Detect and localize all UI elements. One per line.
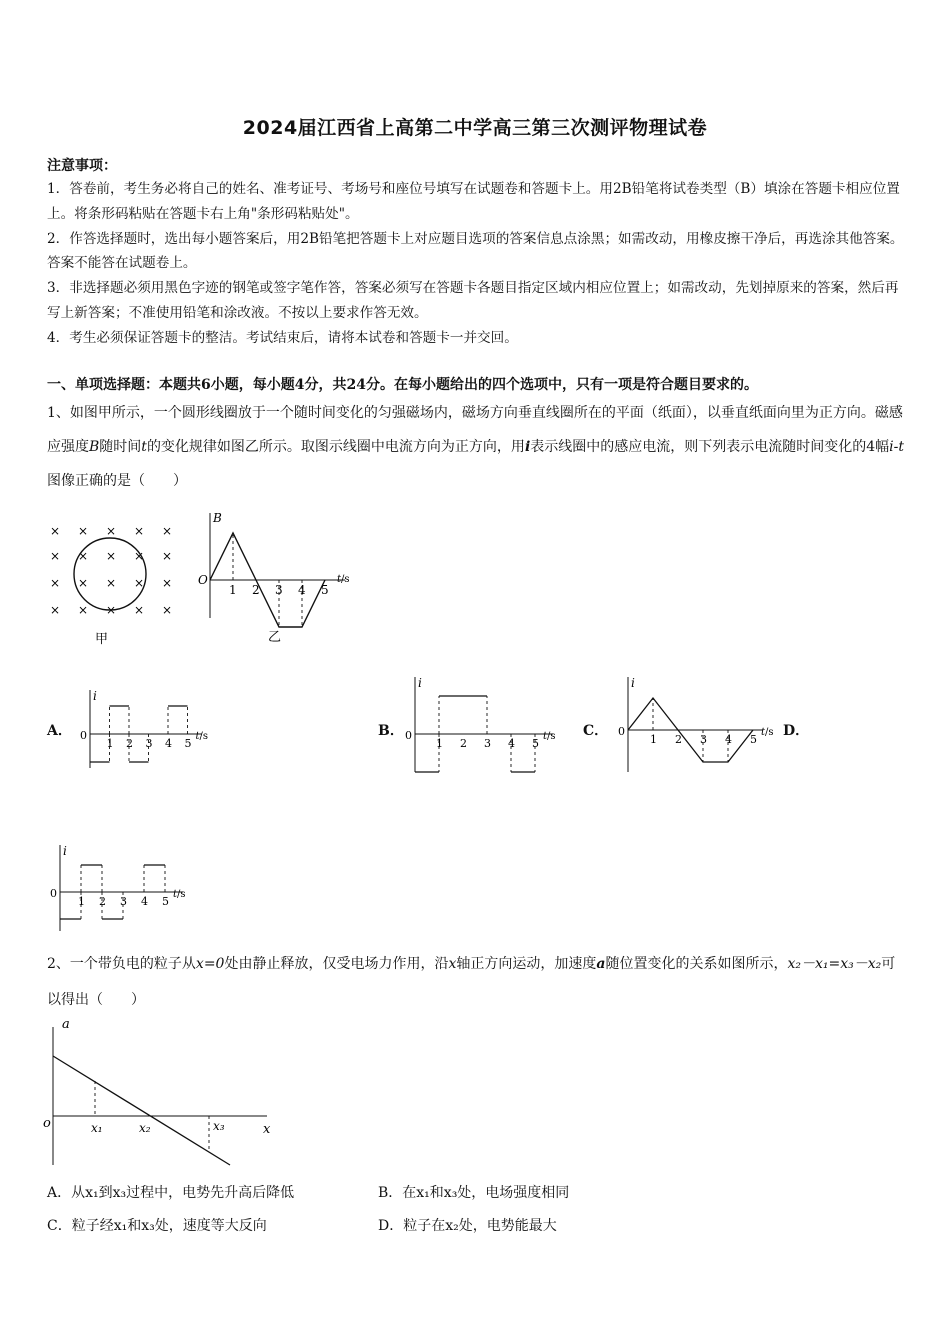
notice-item: 2．作答选择题时，选出每小题答案后，用2B铅笔把答题卡上对应题目选项的答案信息点涂黑；如需改动，用橡皮擦干净后，再选涂其他答案。答案不能答在试题卷上。 (47, 230, 904, 272)
option-d-label[interactable]: D． (783, 723, 810, 739)
tick-label: 2 (675, 733, 682, 746)
tick-label: 3 (700, 733, 707, 746)
axis-label-i: i (63, 844, 67, 858)
notice-heading: 注意事项： (47, 158, 117, 174)
tick-label: 1 (650, 733, 657, 746)
option-b-label[interactable]: B． (378, 723, 404, 739)
axis-label-t: t/s (173, 889, 186, 900)
option-c-label[interactable]: C． (583, 723, 609, 739)
field-cross-mark: × (106, 603, 117, 617)
field-cross-mark: × (78, 524, 89, 538)
figure-yi-b-t-graph (195, 510, 355, 645)
tick-label: 4 (141, 895, 148, 908)
field-cross-mark: × (50, 576, 61, 590)
axis-label-a: a (62, 1017, 70, 1032)
field-cross-mark: × (78, 549, 89, 563)
field-cross-mark: × (78, 576, 89, 590)
axis-label-t: t/s (543, 731, 556, 742)
option-a-label[interactable]: A． (47, 723, 72, 739)
figure-jia-caption: 甲 (95, 632, 109, 647)
q2-option-b[interactable]: B．在x₁和x₃处，电场强度相同 (378, 1185, 570, 1201)
option-c-graph[interactable] (613, 675, 778, 775)
notice-item: 3．非选择题必须用黑色字迹的钢笔或签字笔作答，答案必须写在答题卡各题目指定区域内相应位置上；如需改动，先划掉原来的答案，然后再写上新答案；不准使用铅笔和涂改液。不按以上要求作答无效。 (47, 280, 899, 321)
field-cross-mark: × (106, 549, 117, 563)
field-cross-mark: × (162, 576, 173, 590)
origin-label: o (43, 1116, 51, 1131)
option-b-graph[interactable] (403, 675, 568, 775)
axis-label-B: B (213, 511, 222, 525)
tick-labels (229, 583, 329, 597)
tick-label: 1 (229, 583, 237, 597)
tick-label: 1 (106, 737, 114, 750)
axis-label-i: i (418, 676, 422, 690)
q2-option-c[interactable]: C．粒子经x₁和x₃处，速度等大反向 (47, 1218, 267, 1234)
field-cross-mark: × (134, 524, 145, 538)
tick-label: 4 (508, 737, 515, 750)
tick-label: 5 (162, 895, 169, 908)
figure-a-x-graph (35, 1015, 285, 1170)
question-2-stem: 2、一个带负电的粒子从x=0处由静止释放，仅受电场力作用，沿x轴正方向运动，加速度a随位置变化的关系如图所示，x₂－x₁=x₃－x₂可以得出（ ） (47, 956, 896, 1008)
figure-jia-magnetic-field (40, 515, 180, 645)
field-cross-mark: × (78, 603, 89, 617)
origin-label: 0 (80, 729, 87, 742)
q2-option-a[interactable]: A．从x₁到x₃过程中，电势先升高后降低 (47, 1185, 295, 1201)
origin-label: 0 (405, 729, 412, 742)
axis-label-t: t/s (337, 574, 350, 585)
figure-yi-caption: 乙 (268, 630, 282, 645)
axis-label-x: x (263, 1122, 271, 1137)
tick-label: 3 (275, 583, 283, 597)
field-cross-mark: × (134, 549, 145, 563)
axis-label-i: i (93, 689, 97, 703)
q2-option-d[interactable]: D．粒子在x₂处，电势能最大 (378, 1218, 557, 1234)
field-cross-mark: × (134, 603, 145, 617)
field-cross-mark: × (106, 576, 117, 590)
tick-label: 1 (436, 737, 443, 750)
tick-label: 5 (750, 733, 757, 746)
tick-label: 2 (99, 895, 106, 908)
tick-label: 2 (126, 737, 133, 750)
field-cross-mark: × (50, 603, 61, 617)
field-cross-mark: × (162, 549, 173, 563)
label-x2: x₂ (139, 1121, 151, 1135)
field-cross-mark: × (134, 576, 145, 590)
option-a-graph[interactable] (80, 688, 210, 773)
tick-label: 5 (532, 737, 539, 750)
option-d-graph[interactable] (48, 843, 198, 935)
origin-label: 0 (618, 725, 625, 738)
axis-label-t: t/s (761, 727, 774, 738)
field-cross-mark: × (162, 603, 173, 617)
section-heading: 一、单项选择题：本题共6小题，每小题4分，共24分。在每小题给出的四个选项中，只有一项是符合题目要求的。 (47, 377, 758, 393)
tick-label: 5 (184, 737, 192, 750)
axis-label-t: t/s (195, 731, 209, 742)
label-x3: x₃ (213, 1119, 225, 1133)
tick-label: 1 (78, 895, 85, 908)
notice-item: 1．答卷前，考生务必将自己的姓名、准考证号、考场号和座位号填写在试题卷和答题卡上。用2B铅笔将试卷类型（B）填涂在答题卡相应位置上。将条形码粘贴在答题卡右上角"条形码粘贴处"。 (47, 181, 900, 222)
tick-label: 3 (484, 737, 491, 750)
tick-label: 4 (165, 737, 172, 750)
tick-label: 4 (725, 733, 732, 746)
field-cross-mark: × (50, 549, 61, 563)
tick-label: 4 (298, 583, 306, 597)
page-title: 2024届江西省上高第二中学高三第三次测评物理试卷 (242, 117, 708, 139)
tick-label: 3 (120, 895, 127, 908)
field-cross-mark: × (106, 524, 117, 538)
origin-label: 0 (50, 887, 57, 900)
a-x-line (53, 1056, 230, 1165)
question-1-stem: 1、如图甲所示，一个圆形线圈放于一个随时间变化的匀强磁场内，磁场方向垂直线圈所在的平面（纸面），以垂直纸面向里为正方向。磁感应强度B随时间t的变化规律如图乙所示。取图示线圈中电流方向为正方向，用i表示线圈中的感应电流，则下列表示电流随时间变化的4幅i-t图像正确的是（ ） (47, 405, 905, 489)
notice-item: 4．考生必须保证答题卡的整洁。考试结束后，请将本试卷和答题卡一并交回。 (47, 329, 518, 346)
field-cross-mark: × (50, 524, 61, 538)
tick-label: 5 (321, 583, 329, 597)
notice-list (47, 177, 907, 351)
tick-label: 3 (145, 737, 153, 750)
axis-label-i: i (631, 676, 635, 690)
field-cross-mark: × (162, 524, 173, 538)
origin-label: O (198, 573, 208, 587)
tick-label: 2 (252, 583, 260, 597)
label-x1: x₁ (91, 1121, 103, 1135)
tick-label: 2 (460, 737, 467, 750)
